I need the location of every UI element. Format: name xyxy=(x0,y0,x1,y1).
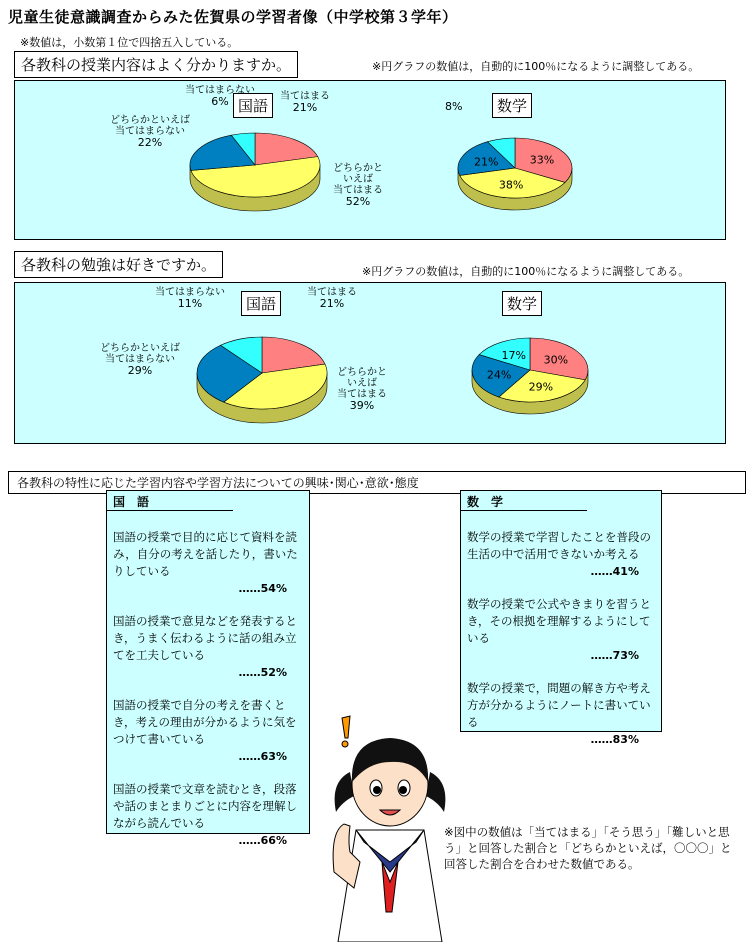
pie-value-label: 30% xyxy=(543,353,569,367)
pie-charts xyxy=(0,0,750,450)
pie3-label-dochiraka-atehamaranai: どちらかといえば 当てはまらない 29% xyxy=(100,343,180,377)
pie1-label-atehamaranai: 当てはまらない 6% xyxy=(185,85,255,108)
question-understand: 各教科の授業内容はよく分かりますか。 xyxy=(14,51,298,78)
pie3-label-dochiraka-atehamaru: どちらかと いえば 当てはまる 39% xyxy=(337,367,387,412)
pie-chart-2 xyxy=(458,138,572,210)
pie3-label-atehamaranai: 当てはまらない 11% xyxy=(155,287,225,310)
pie-value-label: 38% xyxy=(498,178,524,192)
subject-label-sugaku-2: 数学 xyxy=(502,291,542,316)
kokugo-item: 国語の授業で意見などを発表するとき，うまく伝わるように話の組み立てを工夫している ……52% xyxy=(113,614,297,679)
pie1-label-atehamaru: 当てはまる 21% xyxy=(280,91,330,114)
rounding-note: ※数値は，小数第１位で四捨五入している。 xyxy=(20,36,239,49)
sugaku-item: 数学の授業で公式やきまりを習うとき，その根拠を理解するようにしている ……73% xyxy=(467,597,651,662)
subject-label-sugaku-1: 数学 xyxy=(492,93,532,118)
pie2-label-atehamaranai: 8% xyxy=(445,100,463,113)
pie-note-2: ※円グラフの数値は，自動的に100％になるように調整してある。 xyxy=(362,265,690,278)
sugaku-heading: 数 学 xyxy=(461,493,587,511)
subject-label-kokugo-1: 国語 xyxy=(233,93,273,118)
pie-chart-4 xyxy=(472,338,588,414)
student-illustration xyxy=(320,712,450,942)
sugaku-item: 数学の授業で，問題の解き方や考え方が分かるようにノートに書いている ……83% xyxy=(467,681,651,746)
pie-note-1: ※円グラフの数値は，自動的に100％になるように調整してある。 xyxy=(372,60,700,73)
kokugo-column xyxy=(106,490,310,847)
pie3-label-atehamaru: 当てはまる 21% xyxy=(307,287,357,310)
question-like: 各教科の勉強は好きですか。 xyxy=(14,251,223,278)
exclamation-icon xyxy=(342,716,350,747)
pie-value-label: 24% xyxy=(486,368,512,382)
kokugo-heading: 国 語 xyxy=(107,493,233,511)
kokugo-item: 国語の授業で文章を読むとき，段落や話のまとまりごとに内容を理解しながら読んでいる ……66% xyxy=(113,782,297,847)
sugaku-item: 数学の授業で学習したことを普段の生活の中で活用できないか考える ……41% xyxy=(467,530,651,578)
sugaku-column xyxy=(460,490,662,746)
kokugo-item: 国語の授業で自分の考えを書くとき，考えの理由が分かるように気をつけて書いている ……63% xyxy=(113,698,297,763)
kokugo-item: 国語の授業で目的に応じて資料を読み，自分の考えを話したり，書いたりしている ……54% xyxy=(113,530,298,595)
page-title: 児童生徒意識調査からみた佐賀県の学習者像（中学校第３学年） xyxy=(8,8,458,26)
pie-value-label: 17% xyxy=(501,348,526,362)
footnote: ※図中の数値は「当てはまる」「そう思う」「難しいと思う」と回答した割合と「どちらかといえば，〇〇〇」と回答した割合を合わせた数値である。 xyxy=(444,825,732,871)
subject-label-kokugo-2: 国語 xyxy=(241,291,281,316)
pie1-label-dochiraka-atehamaru: どちらかと いえば 当てはまる 52% xyxy=(333,163,383,208)
pie-chart-1 xyxy=(190,133,320,211)
pie-value-label: 33% xyxy=(529,153,555,167)
pie-chart-3 xyxy=(197,337,327,423)
pie1-label-dochiraka-atehamaranai: どちらかといえば 当てはまらない 22% xyxy=(110,115,190,149)
pie-value-label: 29% xyxy=(528,380,554,394)
pie-value-label: 21% xyxy=(474,155,499,169)
section-header: 各教科の特性に応じた学習内容や学習方法についての興味･関心･意欲･態度 xyxy=(8,471,746,494)
